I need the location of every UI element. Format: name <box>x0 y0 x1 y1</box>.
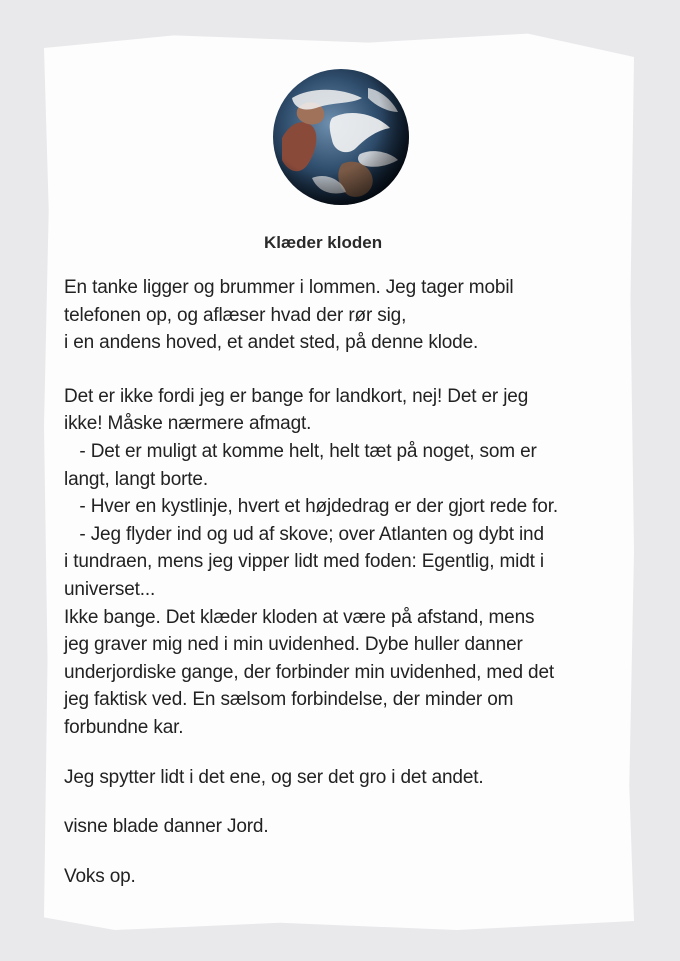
text-line: underjordiske gange, der forbinder min uvidenhed, med det <box>64 661 554 683</box>
text-line: jeg graver mig ned i min uvidenhed. Dybe huller danner <box>64 634 523 656</box>
text-line: jeg faktisk ved. En sælsom forbindelse, der minder om <box>64 689 514 711</box>
paragraph-2 <box>64 383 664 742</box>
text-line: i en andens hoved, et andet sted, på denne klode. <box>64 332 479 354</box>
text-line: - Hver en kystlinje, hvert et højdedrag er der gjort rede for. <box>64 496 558 518</box>
text-line: Det er ikke fordi jeg er bange for landkort, nej! Det er jeg <box>64 385 529 407</box>
text-line: Voks op. <box>64 865 136 887</box>
text-line: i tundraen, mens jeg vipper lidt med foden: Egentlig, midt i <box>64 551 544 573</box>
text-line: Jeg spytter lidt i det ene, og ser det gro i det andet. <box>64 766 484 788</box>
poem-title: Klæder kloden <box>264 233 383 252</box>
text-line: telefonen op, og aflæser hvad der rør sig, <box>64 304 407 326</box>
paragraph-3 <box>64 764 664 792</box>
text-line: forbundne kar. <box>64 716 184 738</box>
text-line: - Jeg flyder ind og ud af skove; over Atlanten og dybt ind <box>64 523 544 545</box>
paragraph-gap <box>64 742 664 764</box>
text-line: - Det er muligt at komme helt, helt tæt på noget, som er <box>64 440 537 462</box>
text-line: Ikke bange. Det klæder kloden at være på afstand, mens <box>64 606 535 628</box>
paragraph-gap <box>64 841 664 863</box>
paragraph-gap <box>64 357 664 383</box>
paragraph-1 <box>64 274 664 357</box>
text-line: langt, langt borte. <box>64 468 208 490</box>
text-line: visne blade danner Jord. <box>64 816 269 838</box>
paragraph-5 <box>64 863 664 891</box>
earth-globe-icon <box>272 68 410 206</box>
text-line: En tanke ligger og brummer i lommen. Jeg tager mobil <box>64 277 514 298</box>
poem-content <box>64 228 664 890</box>
text-line: ikke! Måske nærmere afmagt. <box>64 413 312 435</box>
paragraph-4 <box>64 813 664 841</box>
paragraph-gap <box>64 791 664 813</box>
text-line: universet... <box>64 578 156 600</box>
